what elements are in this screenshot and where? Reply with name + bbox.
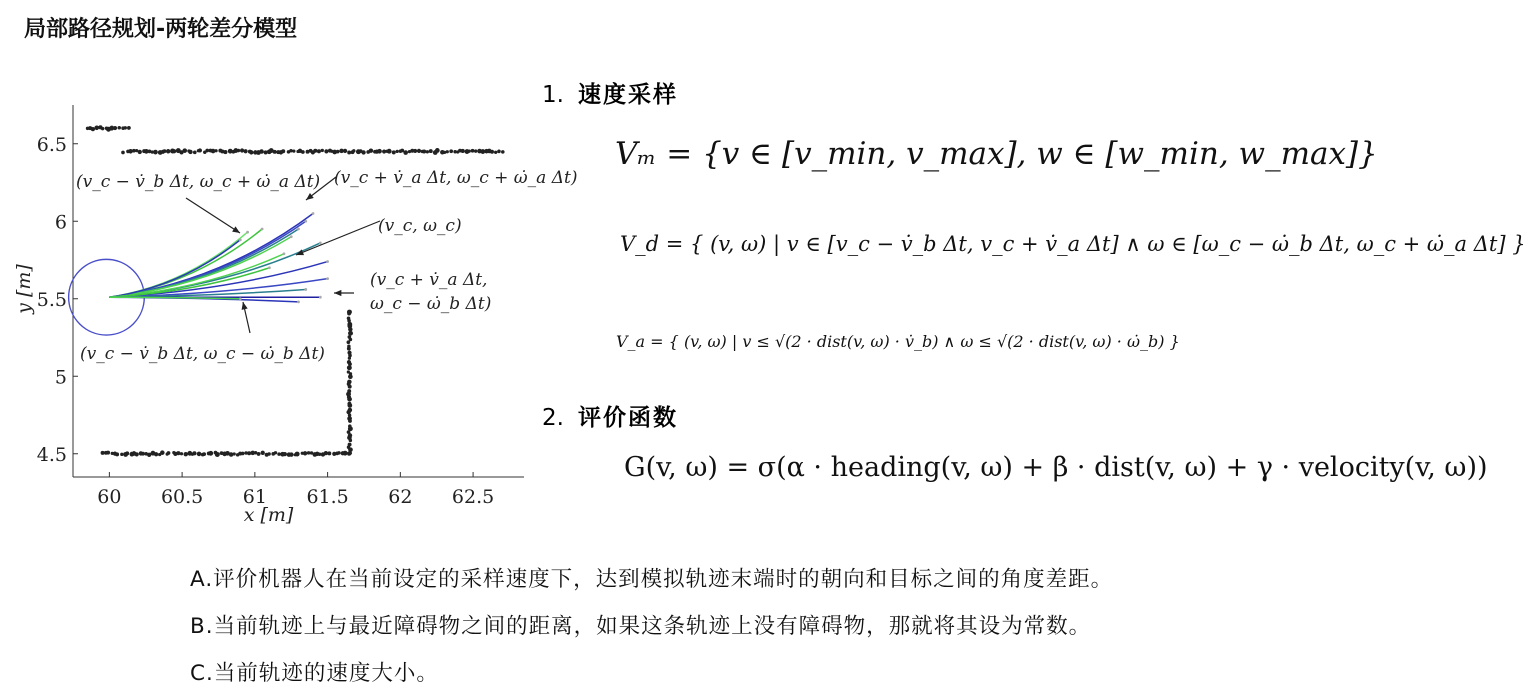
obstacle-point bbox=[127, 126, 131, 130]
obstacle-point bbox=[118, 126, 122, 130]
obstacle-point bbox=[347, 151, 351, 155]
trajectory-endpoint bbox=[297, 300, 300, 303]
annotation-right-line2: ω_c − ω̇_b Δt) bbox=[370, 294, 492, 314]
obstacle-point bbox=[124, 126, 127, 129]
y-axis-label: y [m] bbox=[13, 264, 35, 314]
obstacle-point bbox=[163, 149, 167, 153]
obstacle-point bbox=[347, 365, 352, 370]
obstacle-point bbox=[249, 150, 253, 154]
obstacle-point bbox=[324, 149, 328, 153]
obstacle-point bbox=[301, 150, 305, 154]
formula-va: V_a = { (v, ω) | v ≤ √(2 · dist(v, ω) · v̇_b) ∧ ω ≤ √(2 · dist(v, ω) · ω̇_b) } bbox=[616, 332, 1180, 351]
annotation-bottom: (v_c − v̇_b Δt, ω_c − ω̇_b Δt) bbox=[80, 344, 325, 364]
obstacle-point bbox=[347, 322, 352, 327]
obstacle-point bbox=[501, 150, 505, 154]
obstacle-point bbox=[369, 148, 373, 152]
criteria-list bbox=[190, 556, 1113, 697]
obstacle-point bbox=[197, 452, 202, 457]
x-tick-label: 62 bbox=[388, 486, 413, 508]
annotation-right-line1: (v_c + v̇_a Δt, bbox=[370, 270, 488, 290]
obstacle-point bbox=[121, 151, 125, 155]
trajectory-endpoint bbox=[319, 242, 322, 245]
obstacle-point bbox=[426, 150, 429, 153]
obstacle-point bbox=[184, 452, 188, 456]
obstacle-point bbox=[348, 424, 352, 428]
trajectory-endpoint bbox=[304, 220, 307, 223]
obstacle-point bbox=[167, 451, 171, 455]
formula-vd: V_d = { (v, ω) | v ∈ [v_c − v̇_b Δt, v_c + v̇_a Δt] ∧ ω ∈ [ω_c − ω̇_b Δt, ω_c + ω̇_a Δt] } bbox=[620, 232, 1526, 256]
trajectory-endpoint bbox=[261, 228, 264, 231]
obstacle-point bbox=[202, 452, 206, 456]
obstacle-point bbox=[106, 451, 110, 455]
obstacle-point bbox=[347, 351, 351, 355]
trajectory-endpoint bbox=[268, 266, 271, 269]
obstacle-point bbox=[115, 452, 119, 456]
trajectory-endpoint bbox=[297, 228, 300, 231]
obstacle-point bbox=[94, 125, 99, 130]
annotation-arrow-bottom-head bbox=[242, 302, 248, 310]
x-tick-label: 60 bbox=[97, 486, 122, 508]
x-tick-label: 61.5 bbox=[306, 486, 349, 508]
obstacle-point bbox=[387, 149, 392, 154]
section-label: 速度采样 bbox=[577, 81, 678, 108]
obstacle-point bbox=[396, 150, 399, 153]
obstacle-point bbox=[497, 150, 501, 154]
annotation-arrow-top-right-head bbox=[306, 193, 314, 200]
annotation-arrow-center bbox=[296, 221, 380, 255]
obstacle-point bbox=[283, 452, 287, 456]
obstacle-point bbox=[417, 149, 421, 153]
chart-svg bbox=[13, 95, 578, 526]
obstacle-point bbox=[274, 451, 277, 454]
trajectory-endpoint bbox=[312, 212, 315, 215]
obstacle-point bbox=[292, 149, 295, 152]
obstacle-point bbox=[160, 450, 165, 455]
x-tick-label: 61 bbox=[242, 486, 267, 508]
section-number: 1. bbox=[542, 82, 564, 108]
obstacle-point bbox=[471, 149, 475, 153]
obstacle-point bbox=[281, 149, 285, 153]
obstacle-point bbox=[125, 451, 129, 455]
obstacle-point bbox=[461, 149, 465, 153]
section-label: 评价函数 bbox=[577, 404, 678, 431]
obstacle-point bbox=[494, 151, 497, 154]
obstacle-point bbox=[313, 149, 317, 153]
obstacle-point bbox=[289, 452, 294, 457]
trajectory-endpoint bbox=[304, 288, 307, 291]
obstacle-point bbox=[166, 149, 170, 153]
obstacle-point bbox=[215, 452, 220, 457]
trajectory-endpoint bbox=[283, 252, 286, 255]
obstacle-point bbox=[128, 149, 133, 154]
trajectory-endpoint bbox=[239, 238, 242, 241]
annotation-center: (v_c, ω_c) bbox=[378, 216, 462, 236]
obstacle-point bbox=[446, 150, 449, 153]
annotation-top-right: (v_c + v̇_a Δt, ω_c + ω̇_a Δt) bbox=[334, 168, 578, 188]
obstacle-point bbox=[321, 149, 324, 152]
obstacle-point bbox=[172, 149, 176, 153]
y-tick-label: 5 bbox=[54, 366, 67, 389]
obstacle-point bbox=[435, 148, 440, 153]
obstacle-point bbox=[289, 149, 293, 153]
obstacle-point bbox=[392, 150, 396, 154]
obstacle-point bbox=[244, 149, 248, 153]
obstacle-point bbox=[347, 380, 352, 385]
obstacle-point bbox=[343, 451, 348, 456]
obstacle-point bbox=[327, 451, 331, 455]
criteria-item-heading: A.评价机器人在当前设定的采样速度下，达到模拟轨迹末端时的朝向和目标之间的角度差距。 bbox=[190, 567, 1114, 592]
y-tick-label: 6.5 bbox=[36, 133, 67, 156]
annotation-arrow-top-left bbox=[186, 198, 240, 233]
y-tick-label: 6 bbox=[54, 211, 67, 234]
obstacle-point bbox=[259, 149, 263, 153]
obstacle-point bbox=[337, 451, 341, 455]
obstacle-point bbox=[214, 149, 217, 152]
obstacle-point bbox=[233, 452, 236, 455]
section-evaluation-function bbox=[542, 399, 678, 432]
x-axis-label: x [m] bbox=[243, 504, 294, 526]
y-tick-label: 4.5 bbox=[36, 443, 67, 466]
obstacle-point bbox=[182, 148, 187, 153]
obstacle-point bbox=[188, 150, 192, 154]
x-tick-label: 62.5 bbox=[451, 486, 495, 508]
obstacle-point bbox=[135, 452, 139, 456]
obstacle-point bbox=[377, 149, 382, 154]
obstacle-point bbox=[91, 127, 95, 131]
obstacle-point bbox=[261, 451, 265, 455]
obstacle-point bbox=[120, 453, 123, 456]
obstacle-point bbox=[422, 149, 426, 153]
obstacle-point bbox=[295, 452, 300, 457]
obstacle-point bbox=[413, 149, 417, 153]
obstacle-point bbox=[257, 452, 261, 456]
obstacle-point bbox=[141, 452, 145, 456]
obstacle-point bbox=[347, 345, 350, 348]
page-title: 局部路径规划-两轮差分模型 bbox=[24, 17, 298, 42]
criteria-item-distance: B.当前轨迹上与最近障碍物之间的距离，如果这条轨迹上没有障碍物，那就将其设为常数。 bbox=[190, 614, 1092, 639]
obstacle-point bbox=[267, 452, 270, 455]
annotation-arrow-right-head bbox=[334, 290, 341, 296]
annotation-arrow-top-left-head bbox=[232, 226, 240, 233]
obstacle-point bbox=[343, 149, 347, 153]
obstacle-point bbox=[352, 149, 355, 152]
obstacle-point bbox=[176, 451, 180, 455]
section-number: 2. bbox=[542, 405, 564, 431]
obstacle-point bbox=[347, 370, 350, 373]
trajectory-endpoint bbox=[319, 296, 322, 299]
obstacle-point bbox=[403, 150, 408, 155]
obstacle-point bbox=[490, 150, 494, 154]
obstacle-point bbox=[113, 126, 117, 130]
obstacle-point bbox=[429, 149, 433, 153]
obstacle-point bbox=[347, 317, 351, 321]
trajectory-endpoint bbox=[239, 297, 242, 300]
trajectory-endpoint bbox=[246, 231, 249, 234]
obstacle-point bbox=[193, 151, 197, 155]
section-velocity-sampling bbox=[542, 76, 678, 109]
trajectory-endpoint bbox=[326, 277, 329, 280]
obstacle-point bbox=[336, 150, 340, 154]
obstacle-point bbox=[468, 150, 471, 153]
obstacle-point bbox=[347, 402, 351, 406]
trajectory-endpoint bbox=[326, 260, 329, 263]
obstacle-point bbox=[347, 310, 352, 315]
dwa-trajectory-plot bbox=[13, 95, 578, 526]
obstacle-point bbox=[153, 150, 158, 155]
obstacle-point bbox=[198, 148, 202, 152]
obstacle-point bbox=[474, 149, 477, 152]
formula-vm: Vₘ = {v ∈ [v_min, v_max], w ∈ [w_min, w_max]} bbox=[615, 136, 1378, 172]
obstacle-point bbox=[223, 150, 227, 154]
obstacle-point bbox=[361, 150, 365, 154]
obstacle-point bbox=[317, 149, 321, 153]
obstacle-point bbox=[208, 451, 213, 456]
obstacle-point bbox=[237, 149, 241, 153]
obstacle-point bbox=[101, 127, 104, 130]
formula-g: G(v, ω) = σ(α · heading(v, ω) + β · dist(v, ω) + γ · velocity(v, ω)) bbox=[624, 452, 1488, 483]
obstacle-point bbox=[347, 360, 351, 364]
trajectory-endpoint bbox=[290, 235, 293, 238]
obstacle-point bbox=[241, 452, 245, 456]
obstacle-point bbox=[273, 150, 277, 154]
obstacle-point bbox=[347, 389, 351, 393]
obstacle-point bbox=[348, 408, 353, 413]
y-tick-label: 5.5 bbox=[36, 288, 67, 311]
obstacle-point bbox=[303, 451, 307, 455]
obstacle-point bbox=[192, 451, 196, 455]
obstacle-point bbox=[138, 150, 142, 154]
obstacle-point bbox=[348, 443, 352, 447]
obstacle-point bbox=[154, 452, 158, 456]
annotation-top-left: (v_c − v̇_b Δt, ω_c + ω̇_a Δt) bbox=[76, 172, 321, 192]
criteria-item-velocity: C.当前轨迹的速度大小。 bbox=[190, 661, 439, 686]
obstacle-point bbox=[240, 148, 244, 152]
x-tick-label: 60.5 bbox=[160, 486, 204, 508]
obstacle-point bbox=[180, 452, 183, 455]
obstacle-point bbox=[449, 149, 453, 153]
